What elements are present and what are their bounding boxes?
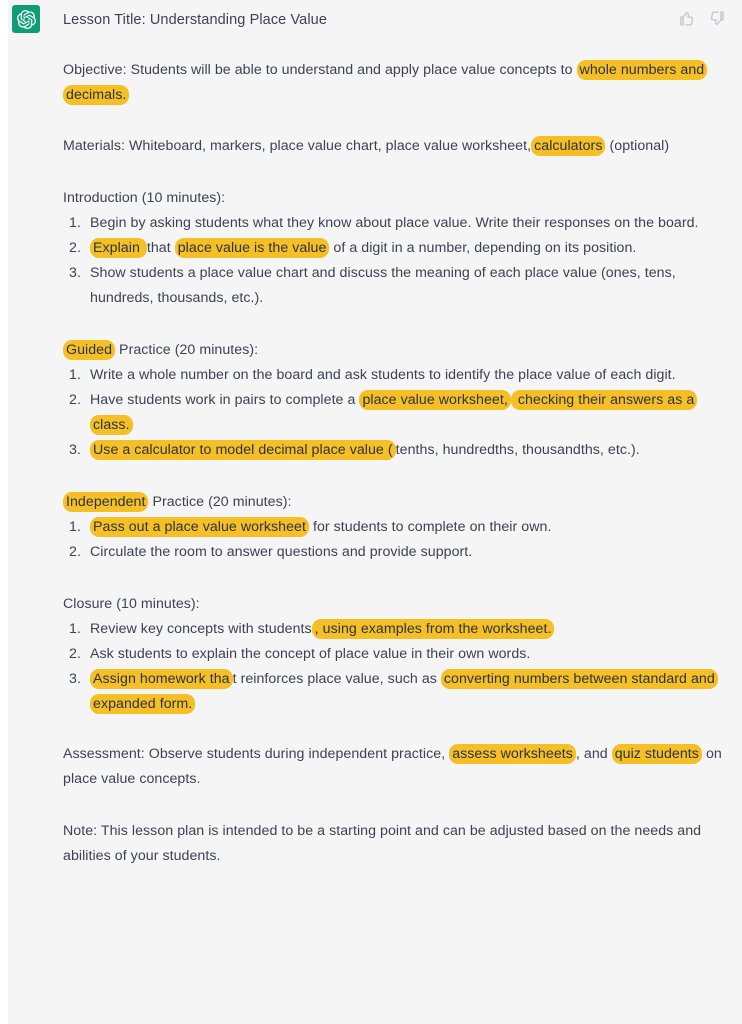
step-text: tenths, hundredths, thousandths, etc.). <box>395 442 640 458</box>
materials-text-optional: (optional) <box>605 138 670 154</box>
highlight-quiz-students: quiz students <box>612 744 702 764</box>
closure-steps <box>63 617 726 717</box>
step-text: Ask students to explain the concept of place value in their own words. <box>90 646 531 662</box>
step-text: Review key concepts with students <box>90 621 312 637</box>
introduction-heading: Introduction (10 minutes): <box>63 190 226 206</box>
highlight-checking-their-answers: checking their answers as a class. <box>90 390 697 435</box>
message-title: Lesson Title: Understanding Place Value <box>63 12 327 28</box>
guided-practice-heading <box>63 338 726 363</box>
highlight-using-examples: , using examples from the worksheet. <box>312 619 555 639</box>
closure-heading: Closure (10 minutes): <box>63 596 200 612</box>
highlight-converting-numbers: converting numbers between standard and expanded form. <box>90 669 718 714</box>
materials-paragraph <box>63 134 726 159</box>
list-item <box>63 540 726 565</box>
independent-heading-text: Practice (20 minutes): <box>148 494 292 510</box>
guided-practice-steps <box>63 363 726 463</box>
step-text: for students to complete on their own. <box>308 519 552 535</box>
step-text: Write a whole number on the board and ask students to identify the place value of each digit. <box>90 367 676 383</box>
list-item <box>63 211 726 236</box>
materials-text: Materials: Whiteboard, markers, place value chart, place value worksheet, <box>63 138 532 154</box>
message-body <box>8 58 742 869</box>
list-item <box>63 515 726 540</box>
list-item <box>63 438 726 463</box>
step-text: Have students work in pairs to complete a <box>90 392 360 408</box>
list-item <box>63 236 726 261</box>
thumbs-up-icon[interactable] <box>678 10 695 27</box>
highlight-explain: Explain <box>90 238 147 258</box>
assessment-text-2: , and <box>575 746 612 762</box>
assessment-text: Assessment: Observe students during independent practice, <box>63 746 450 762</box>
highlight-guided: Guided <box>63 340 115 360</box>
step-text: t reinforces place value, such as <box>232 671 441 687</box>
introduction-steps <box>63 211 726 311</box>
note-paragraph: Note: This lesson plan is intended to be a starting point and can be adjusted based on the needs and abilities of your students. <box>63 823 702 864</box>
step-text-2: of a digit in a number, depending on its position. <box>329 240 637 256</box>
highlight-place-value-is-the-value: place value is the value <box>175 238 330 258</box>
thumbs-down-icon[interactable] <box>709 10 726 27</box>
list-item <box>63 642 726 667</box>
objective-text: Objective: Students will be able to understand and apply place value concepts to <box>63 62 577 78</box>
list-item <box>63 617 726 642</box>
highlight-assess-worksheets: assess worksheets <box>449 744 576 764</box>
step-text: Circulate the room to answer questions and provide support. <box>90 544 473 560</box>
objective-paragraph <box>63 58 726 108</box>
assessment-paragraph <box>63 742 726 792</box>
highlight-use-a-calculator: Use a calculator to model decimal place value ( <box>90 440 396 460</box>
list-item <box>63 388 726 438</box>
highlight-whole-numbers: whole numbers and decimals. <box>63 60 707 105</box>
list-item <box>63 261 726 311</box>
step-text: Begin by asking students what they know about place value. Write their responses on the board. <box>90 215 699 231</box>
highlight-independent: Independent <box>63 492 148 512</box>
highlight-place-value-worksheet: place value worksheet, <box>359 390 510 410</box>
independent-practice-steps <box>63 515 726 565</box>
highlight-calculators: calculators <box>531 136 605 156</box>
independent-practice-heading <box>63 490 726 515</box>
message-panel <box>8 0 742 1024</box>
list-item <box>63 667 726 717</box>
list-item <box>63 363 726 388</box>
highlight-assign-homework: Assign homework tha <box>90 669 233 689</box>
highlight-pass-out-worksheet: Pass out a place value worksheet <box>90 517 309 537</box>
message-header <box>8 0 742 40</box>
step-text: that <box>146 240 175 256</box>
feedback-actions <box>678 10 726 27</box>
step-text: Show students a place value chart and discuss the meaning of each place value (ones, tens, hundreds, thousands, etc.). <box>90 265 676 306</box>
assessment-text-3: on place value concepts. <box>63 746 722 787</box>
guided-heading-text: Practice (20 minutes): <box>115 342 259 358</box>
openai-logo-icon <box>12 5 40 33</box>
